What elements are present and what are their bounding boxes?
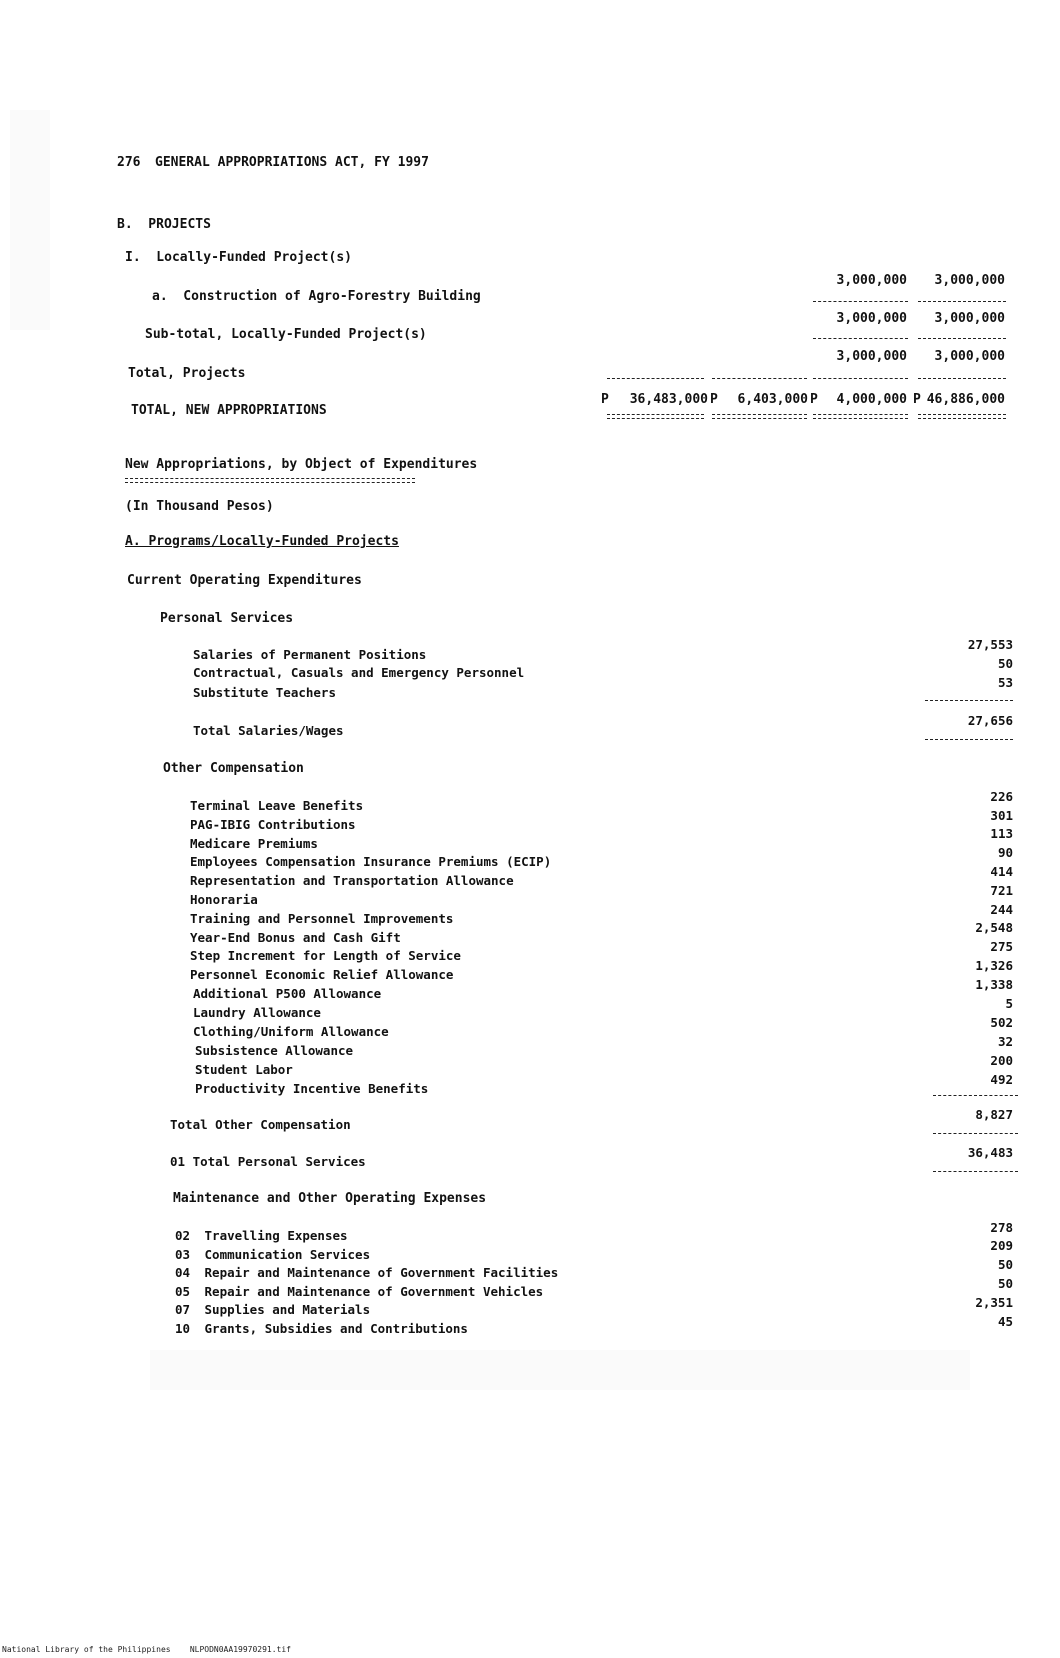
- double-rule: [918, 414, 1006, 419]
- subtotal-total: 3,000,000: [934, 311, 1005, 326]
- list-item: Student Labor: [195, 1062, 293, 1077]
- list-item: Contractual, Casuals and Emergency Personnel: [193, 665, 525, 680]
- list-item: Clothing/Uniform Allowance: [193, 1024, 389, 1039]
- list-item: Employees Compensation Insurance Premiums (ECIP): [190, 854, 552, 869]
- rule: [918, 301, 1006, 302]
- page-number: 276: [117, 155, 141, 170]
- total-new-col1: 36,483,000: [629, 392, 708, 407]
- mooe-heading: Maintenance and Other Operating Expenses: [173, 1191, 487, 1206]
- item-a-col3: 3,000,000: [836, 273, 907, 288]
- double-rule: [813, 414, 908, 419]
- list-item: Medicare Premiums: [190, 836, 318, 851]
- list-item: [175, 1284, 543, 1299]
- scan-noise: [10, 110, 50, 330]
- list-item-value: 5: [1005, 996, 1013, 1011]
- mooe-code: 04: [175, 1265, 191, 1280]
- rule: [813, 338, 908, 339]
- total-projects-total: 3,000,000: [934, 349, 1005, 364]
- list-item: Additional P500 Allowance: [193, 986, 382, 1001]
- list-item: PAG-IBIG Contributions: [190, 817, 356, 832]
- rule: [918, 338, 1006, 339]
- footer-library: National Library of the Philippines: [2, 1645, 171, 1654]
- locally-funded-heading: I. Locally-Funded Project(s): [125, 250, 352, 265]
- list-item-value: 414: [990, 864, 1013, 879]
- double-rule: [607, 414, 704, 419]
- list-item-value: 50: [997, 1276, 1013, 1291]
- double-rule: [712, 414, 807, 419]
- mooe-label: Supplies and Materials: [204, 1302, 371, 1317]
- list-item: Subsistence Allowance: [195, 1043, 354, 1058]
- page-header-title: GENERAL APPROPRIATIONS ACT, FY 1997: [155, 155, 429, 170]
- list-item-value: 50: [997, 1257, 1013, 1272]
- peso-sign: P: [810, 392, 818, 407]
- subtotal-label: Sub-total, Locally-Funded Project(s): [145, 327, 427, 342]
- footer: [2, 1645, 291, 1654]
- double-rule: [125, 478, 415, 483]
- list-item-value: 209: [990, 1238, 1013, 1253]
- list-item-value: 1,326: [975, 958, 1013, 973]
- list-item-value: 502: [990, 1015, 1013, 1030]
- list-item: [175, 1265, 558, 1280]
- list-item: [175, 1228, 348, 1243]
- peso-sign: P: [601, 392, 609, 407]
- total-new-col2: 6,403,000: [737, 392, 808, 407]
- total-other-comp-label: Total Other Compensation: [170, 1117, 351, 1132]
- list-item: [175, 1302, 370, 1317]
- list-item-value: 2,548: [975, 920, 1013, 935]
- list-item: [175, 1247, 370, 1262]
- rule: [933, 1095, 1018, 1096]
- list-item: Terminal Leave Benefits: [190, 798, 364, 813]
- list-item: Laundry Allowance: [193, 1005, 321, 1020]
- personal-services-heading: Personal Services: [160, 611, 294, 626]
- mooe-label: Grants, Subsidies and Contributions: [204, 1321, 468, 1336]
- section-a-heading: A. Programs/Locally-Funded Projects: [125, 534, 399, 549]
- total-other-comp-value: 8,827: [975, 1107, 1013, 1122]
- mooe-code: 02: [175, 1228, 191, 1243]
- list-item-value: 1,338: [975, 977, 1013, 992]
- projects-heading: B. PROJECTS: [117, 217, 211, 232]
- unit-label: (In Thousand Pesos): [125, 499, 274, 514]
- list-item-value: 226: [990, 789, 1013, 804]
- total-projects-label: Total, Projects: [128, 366, 246, 381]
- subtotal-col3: 3,000,000: [836, 311, 907, 326]
- other-comp-heading: Other Compensation: [163, 761, 304, 776]
- total-salaries-value: 27,656: [967, 713, 1013, 728]
- list-item-value: 90: [997, 845, 1013, 860]
- rule: [933, 1133, 1018, 1134]
- rule: [925, 739, 1013, 740]
- total-personal-label: 01 Total Personal Services: [170, 1154, 366, 1169]
- list-item: Representation and Transportation Allowance: [190, 873, 514, 888]
- list-item: Year-End Bonus and Cash Gift: [190, 930, 401, 945]
- list-item-value: 200: [990, 1053, 1013, 1068]
- list-item: Step Increment for Length of Service: [190, 948, 461, 963]
- list-item-value: 721: [990, 883, 1013, 898]
- rule: [813, 301, 908, 302]
- list-item: Personnel Economic Relief Allowance: [190, 967, 454, 982]
- rule: [918, 378, 1006, 379]
- total-new-label: TOTAL, NEW APPROPRIATIONS: [131, 403, 327, 418]
- total-new-col3: 4,000,000: [836, 392, 907, 407]
- mooe-code: 10: [175, 1321, 191, 1336]
- list-item-value: 301: [990, 808, 1013, 823]
- mooe-label: Repair and Maintenance of Government Facilities: [204, 1265, 559, 1280]
- item-a-total: 3,000,000: [934, 273, 1005, 288]
- list-item-value: 50: [997, 656, 1013, 671]
- mooe-code: 03: [175, 1247, 191, 1262]
- total-new-total: 46,886,000: [926, 392, 1005, 407]
- scan-noise: [150, 1350, 970, 1390]
- list-item: Salaries of Permanent Positions: [193, 647, 427, 662]
- list-item-value: 45: [997, 1314, 1013, 1329]
- peso-sign: P: [710, 392, 718, 407]
- peso-sign: P: [913, 392, 921, 407]
- list-item-value: 53: [997, 675, 1013, 690]
- rule: [712, 378, 807, 379]
- objects-heading: New Appropriations, by Object of Expenditures: [125, 457, 478, 472]
- rule: [925, 700, 1013, 701]
- current-operating-heading: Current Operating Expenditures: [127, 573, 362, 588]
- list-item: [175, 1321, 468, 1336]
- list-item: Substitute Teachers: [193, 685, 336, 700]
- mooe-code: 07: [175, 1302, 191, 1317]
- rule: [933, 1171, 1018, 1172]
- total-projects-col3: 3,000,000: [836, 349, 907, 364]
- list-item-value: 278: [990, 1220, 1013, 1235]
- list-item: Honoraria: [190, 892, 258, 907]
- list-item: Productivity Incentive Benefits: [195, 1081, 429, 1096]
- rule: [607, 378, 704, 379]
- list-item-value: 275: [990, 939, 1013, 954]
- list-item-value: 2,351: [975, 1295, 1013, 1310]
- rule: [813, 378, 908, 379]
- mooe-label: Travelling Expenses: [204, 1228, 348, 1243]
- list-item-value: 27,553: [967, 637, 1013, 652]
- list-item-value: 244: [990, 902, 1013, 917]
- list-item-value: 492: [990, 1072, 1013, 1087]
- mooe-label: Repair and Maintenance of Government Vehicles: [204, 1284, 544, 1299]
- list-item: Training and Personnel Improvements: [190, 911, 454, 926]
- footer-file: NLPODN0AA19970291.tif: [189, 1645, 291, 1654]
- mooe-code: 05: [175, 1284, 191, 1299]
- mooe-label: Communication Services: [204, 1247, 371, 1262]
- total-salaries-label: Total Salaries/Wages: [193, 723, 344, 738]
- list-item-value: 32: [997, 1034, 1013, 1049]
- total-personal-value: 36,483: [967, 1145, 1013, 1160]
- list-item-value: 113: [990, 826, 1013, 841]
- item-a-label: a. Construction of Agro-Forestry Building: [152, 289, 481, 304]
